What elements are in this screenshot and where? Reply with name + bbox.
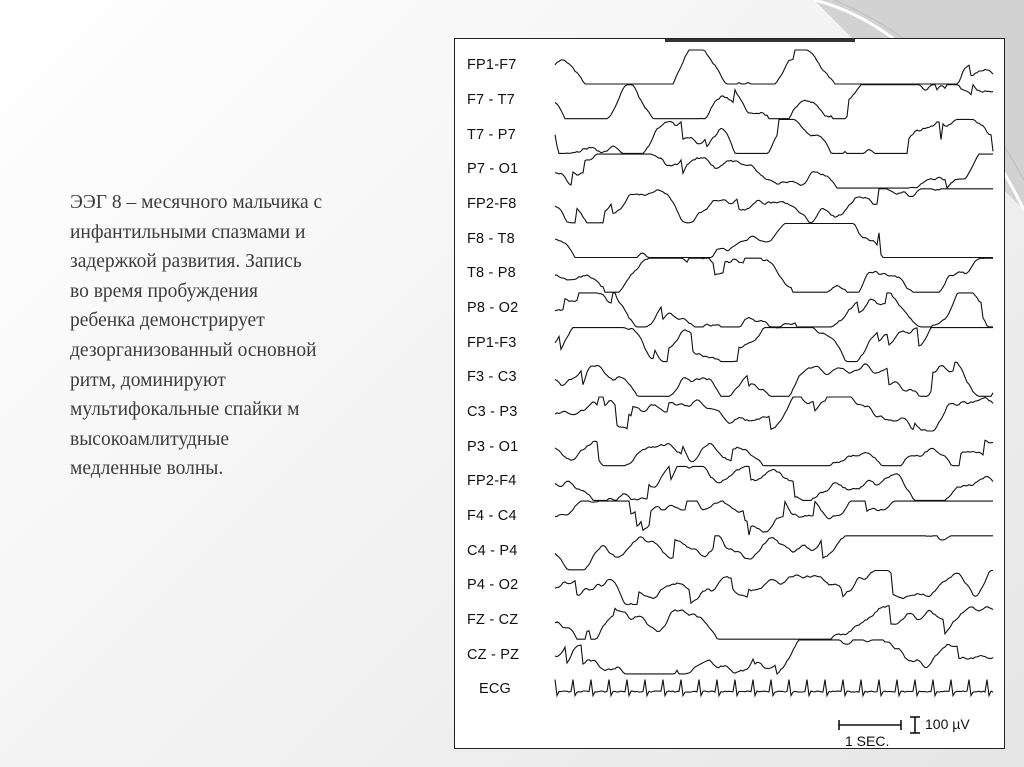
channel-label: F8 - T8 [467,231,515,247]
eeg-description [70,188,415,484]
channel-label: CZ - PZ [467,647,520,663]
eeg-channel-trace [555,258,993,292]
description-line: мультифокальные спайки м [70,399,300,421]
description-line: во время пробуждения [70,280,258,302]
eeg-channel-trace [555,440,993,465]
eeg-channel-trace [555,536,993,570]
eeg-channel-trace [555,293,993,327]
amplitude-scale-label: 100 µV [925,716,970,732]
channel-label: P8 - O2 [467,300,519,316]
channel-label: FP2-F4 [467,473,517,489]
time-scale-label: 1 SEC. [845,733,890,749]
channel-label: F7 - T7 [467,92,515,108]
channel-label: T7 - P7 [467,127,516,143]
channel-label: FP1-F7 [467,57,517,73]
ecg-trace [555,680,993,696]
description-line: инфантильными спазмами и [70,221,306,243]
eeg-traces [455,39,1005,749]
eeg-channel-trace [555,606,993,640]
channel-label: C4 - P4 [467,543,518,559]
eeg-channel-trace [555,224,993,258]
eeg-channel-trace [555,154,993,188]
channel-label: P4 - O2 [467,577,519,593]
channel-label: FP1-F3 [467,335,517,351]
channel-label: P3 - O1 [467,439,519,455]
eeg-recording-figure [454,38,1005,749]
eeg-channel-trace [555,85,993,119]
description-line: ЭЭГ 8 – месячного мальчика с [70,192,323,213]
channel-label: F4 - C4 [467,508,517,524]
channel-label: P7 - O1 [467,161,519,177]
eeg-channel-trace [555,466,993,500]
eeg-channel-trace [555,362,993,396]
channel-label: ECG [479,681,512,697]
description-line: медленные волны. [70,458,224,480]
cropped-header [665,39,855,42]
description-line: высокоамлитудные [70,428,230,450]
eeg-channel-trace [555,328,993,362]
description-line: ребенка демонстрирует [70,310,265,332]
eeg-channel-trace [555,50,993,84]
eeg-channel-trace [555,640,993,674]
description-line: дезорганизованный основной [70,339,317,361]
eeg-channel-trace [555,189,993,223]
description-line: задержкой развития. Запись [70,251,302,273]
channel-label: C3 - P3 [467,404,518,420]
channel-label: F3 - C3 [467,369,517,385]
description-line: ритм, доминируют [70,369,226,391]
channel-label: FZ - CZ [467,612,519,628]
eeg-channel-trace [555,571,993,605]
channel-label: T8 - P8 [467,265,516,281]
channel-label: FP2-F8 [467,196,517,212]
eeg-channel-trace [555,501,993,535]
eeg-channel-trace [555,397,993,431]
eeg-channel-trace [555,119,993,153]
